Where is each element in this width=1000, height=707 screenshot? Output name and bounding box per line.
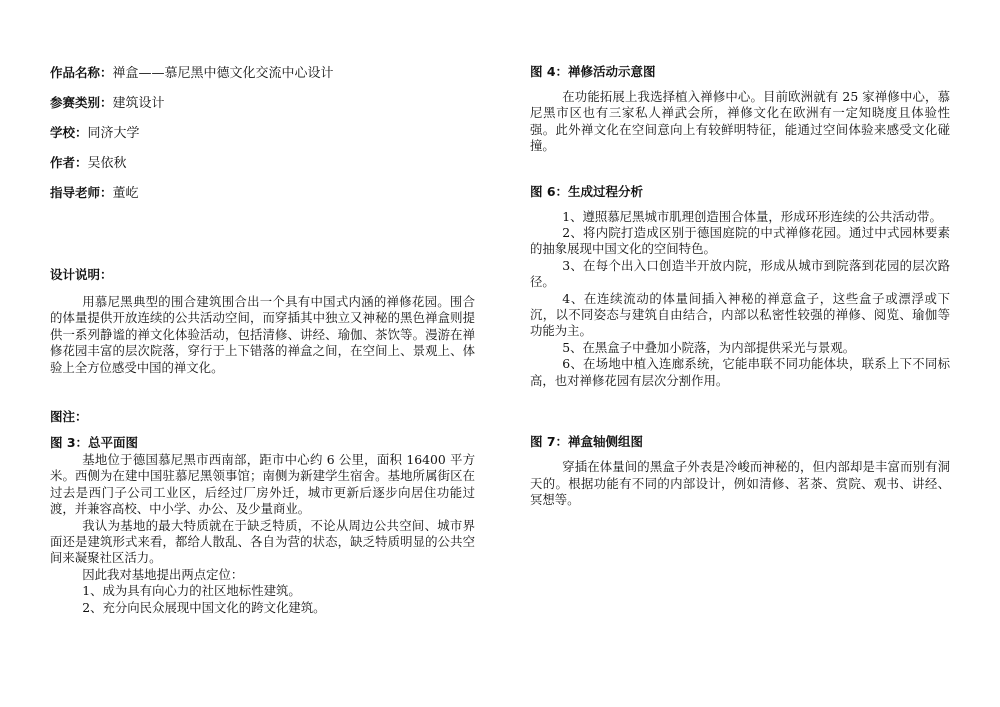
fig6-step: 2、将内院打造成区别于德国庭院的中式禅修花园。通过中式园林要素的抽象展现中国文化的空间特色。 [530, 225, 950, 257]
fig6-title: 图 6：生成过程分析 [530, 183, 644, 199]
fig3-paragraph-3: 因此我对基地提出两点定位： [82, 566, 244, 582]
fig4-description: 在功能拓展上我选择植入禅修中心。目前欧洲就有 25 家禅修中心，慕尼黑市区也有三家私人禅武会所，禅修文化在欧洲有一定知晓度且体验性强。此外禅文化在空间意向上有较鲜明特征，能通过空间体验来感受文化碰撞。 [530, 89, 950, 154]
meta-key: 作品名称： [50, 65, 113, 80]
fig3-title: 图 3：总平面图 [50, 435, 139, 451]
fig6-step: 6、在场地中植入连廊系统，它能串联不同功能体块，联系上下不同标高，也对禅修花园有层次分割作用。 [530, 356, 950, 388]
right-column [530, 58, 950, 508]
fig6-step: 5、在黑盒子中叠加小院落，为内部提供采光与景观。 [562, 339, 856, 355]
meta-row-advisor [50, 178, 475, 208]
spacer [530, 81, 950, 89]
spacer [530, 201, 950, 209]
fig4-title: 图 4：禅修活动示意图 [530, 64, 656, 79]
spacer [50, 426, 475, 434]
meta-value: 建筑设计 [112, 96, 165, 111]
fig6-steps-list [530, 209, 950, 389]
fig6-step: 3、在每个出入口创造半开放内院，形成从城市到院落到花园的层次路径。 [530, 257, 950, 290]
meta-key: 参赛类别： [50, 95, 113, 110]
fig3-paragraph-1: 基地位于德国慕尼黑市西南部，距市中心约 6 公里，面积 16400 平方米。西侧为在建中国驻慕尼黑领事馆；南侧为新建学生宿舍。基地所属街区在过去是西门子公司工业区，后经过厂房外迁，城市更新后逐步向居住功能过渡，并兼容高校、中小学、办公、及少量商业。 [50, 452, 475, 517]
fig6-step: 1、遵照慕尼黑城市肌理创造围合体量，形成环形连续的公共活动带。 [562, 208, 942, 224]
fig3-paragraph-2: 我认为基地的最大特质就在于缺乏特质，不论从周边公共空间、城市界面还是建筑形式来看，都给人散乱、各自为营的状态，缺乏特质明显的公共空间来凝聚社区活力。 [50, 517, 475, 566]
notes-heading: 图注： [50, 409, 88, 425]
meta-value: 禅盒——慕尼黑中德文化交流中心设计 [112, 66, 334, 81]
fig6-step: 4、在连续流动的体量间插入神秘的禅意盒子，这些盒子或漂浮或下沉，以不同姿态与建筑自由结合，内部以私密性较强的禅修、阅览、瑜伽等功能为主。 [530, 290, 950, 339]
spacer [50, 284, 475, 294]
meta-key: 学校： [50, 125, 88, 140]
design-description: 用慕尼黑典型的围合建筑围合出一个具有中国式内涵的禅修花园。围合的体量提供开放连续的公共活动空间，而穿插其中独立又神秘的黑色禅盒则提供一系列静谧的禅文化体验活动，包括清修、讲经、瑜伽、茶饮等。漫游在禅修花园丰富的层次院落，穿行于上下错落的禅盒之间，在空间上、景观上、体验上全方位感受中国的禅文化。 [50, 294, 475, 375]
meta-row-project-name [50, 58, 475, 88]
meta-row-category [50, 88, 475, 118]
spacer [50, 208, 475, 266]
meta-value: 董屹 [112, 186, 139, 201]
meta-key: 作者： [50, 155, 88, 170]
spacer [530, 155, 950, 183]
fig3-point-2: 2、充分向民众展现中国文化的跨文化建筑。 [82, 599, 326, 615]
fig3-point-1: 1、成为具有向心力的社区地标性建筑。 [82, 583, 301, 599]
design-heading: 设计说明： [50, 267, 113, 282]
meta-key: 指导老师： [50, 185, 113, 200]
meta-value: 同济大学 [87, 126, 140, 141]
meta-row-author [50, 148, 475, 178]
spacer [50, 376, 475, 408]
fig7-description: 穿插在体量间的黑盒子外表是冷峻而神秘的，但内部却是丰富而别有洞天的。根据功能有不同的内部设计，例如清修、茗茶、赏院、观书、讲经、冥想等。 [530, 459, 950, 507]
meta-row-school [50, 118, 475, 148]
project-info [50, 58, 475, 208]
spacer [530, 451, 950, 459]
left-column [50, 58, 475, 616]
meta-value: 吴依秋 [87, 156, 127, 171]
spacer [530, 389, 950, 433]
fig7-title: 图 7：禅盒轴侧组图 [530, 434, 644, 450]
